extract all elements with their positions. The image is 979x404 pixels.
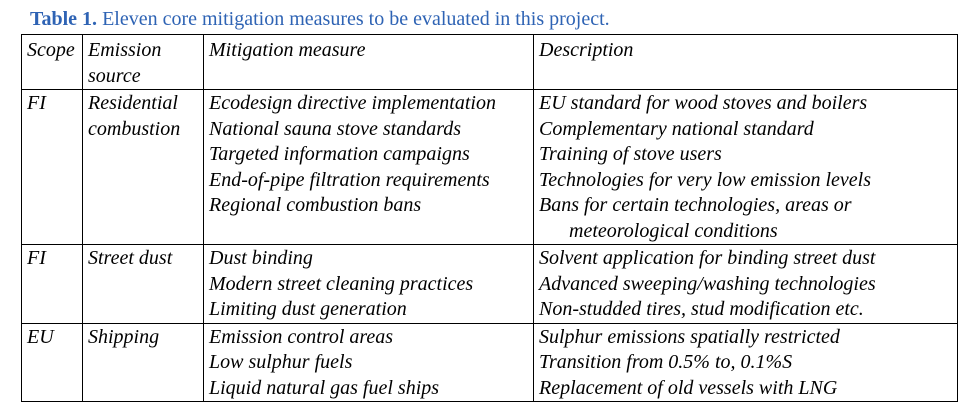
mitigation-measure-cell bbox=[204, 323, 534, 402]
description-item: Sulphur emissions spatially restricted bbox=[539, 325, 840, 348]
description-item: Transition from 0.5% to, 0.1%S bbox=[539, 351, 793, 373]
mitigation-table bbox=[21, 34, 958, 402]
emission-source-cell: Residential combustion bbox=[83, 90, 204, 245]
description-item: Training of stove users bbox=[539, 143, 722, 165]
description-cell bbox=[534, 323, 958, 402]
header-mitigation-measure: Mitigation measure bbox=[204, 35, 534, 90]
measure-item: Low sulphur fuels bbox=[209, 351, 353, 373]
measure-item: End-of-pipe filtration requirements bbox=[209, 168, 490, 191]
description-item: Bans for certain technologies, areas or bbox=[539, 194, 852, 216]
mitigation-measure-cell bbox=[204, 90, 534, 245]
mitigation-measure-cell bbox=[204, 245, 534, 324]
header-scope: Scope bbox=[22, 35, 83, 90]
table-row bbox=[22, 90, 958, 245]
table-row bbox=[22, 245, 958, 324]
measure-item: Modern street cleaning practices bbox=[209, 272, 474, 295]
description-item: Advanced sweeping/washing technologies bbox=[539, 272, 876, 295]
description-item: Replacement of old vessels with LNG bbox=[539, 376, 838, 399]
scope-cell: FI bbox=[22, 90, 83, 245]
description-item: Non-studded tires, stud modification etc. bbox=[539, 298, 864, 320]
description-item: EU standard for wood stoves and boilers bbox=[539, 92, 868, 114]
measure-item: Emission control areas bbox=[209, 325, 394, 348]
header-row bbox=[22, 35, 958, 90]
scope-cell: EU bbox=[22, 323, 83, 402]
table-title: Eleven core mitigation measures to be evaluated in this project. bbox=[102, 8, 610, 30]
header-description: Description bbox=[534, 35, 958, 90]
scope-cell: FI bbox=[22, 245, 83, 324]
description-cell bbox=[534, 245, 958, 324]
table-caption bbox=[30, 7, 610, 31]
measure-item: Dust binding bbox=[209, 247, 313, 269]
measure-item: Liquid natural gas fuel ships bbox=[209, 376, 440, 399]
measure-item: Limiting dust generation bbox=[209, 298, 407, 320]
measure-item: Ecodesign directive implementation bbox=[209, 92, 496, 114]
description-cell bbox=[534, 90, 958, 245]
measure-item: National sauna stove standards bbox=[209, 117, 462, 140]
description-item: Technologies for very low emission levels bbox=[539, 168, 871, 191]
description-item: meteorological conditions bbox=[569, 219, 778, 242]
table-row bbox=[22, 323, 958, 402]
emission-source-cell: Shipping bbox=[83, 323, 204, 402]
measure-item: Targeted information campaigns bbox=[209, 143, 470, 165]
header-emission-source: Emission source bbox=[83, 35, 204, 90]
description-item: Complementary national standard bbox=[539, 117, 814, 140]
description-item: Solvent application for binding street dust bbox=[539, 247, 876, 269]
measure-item: Regional combustion bans bbox=[209, 194, 422, 216]
table-number: Table 1. bbox=[30, 8, 98, 30]
emission-source-cell: Street dust bbox=[83, 245, 204, 324]
